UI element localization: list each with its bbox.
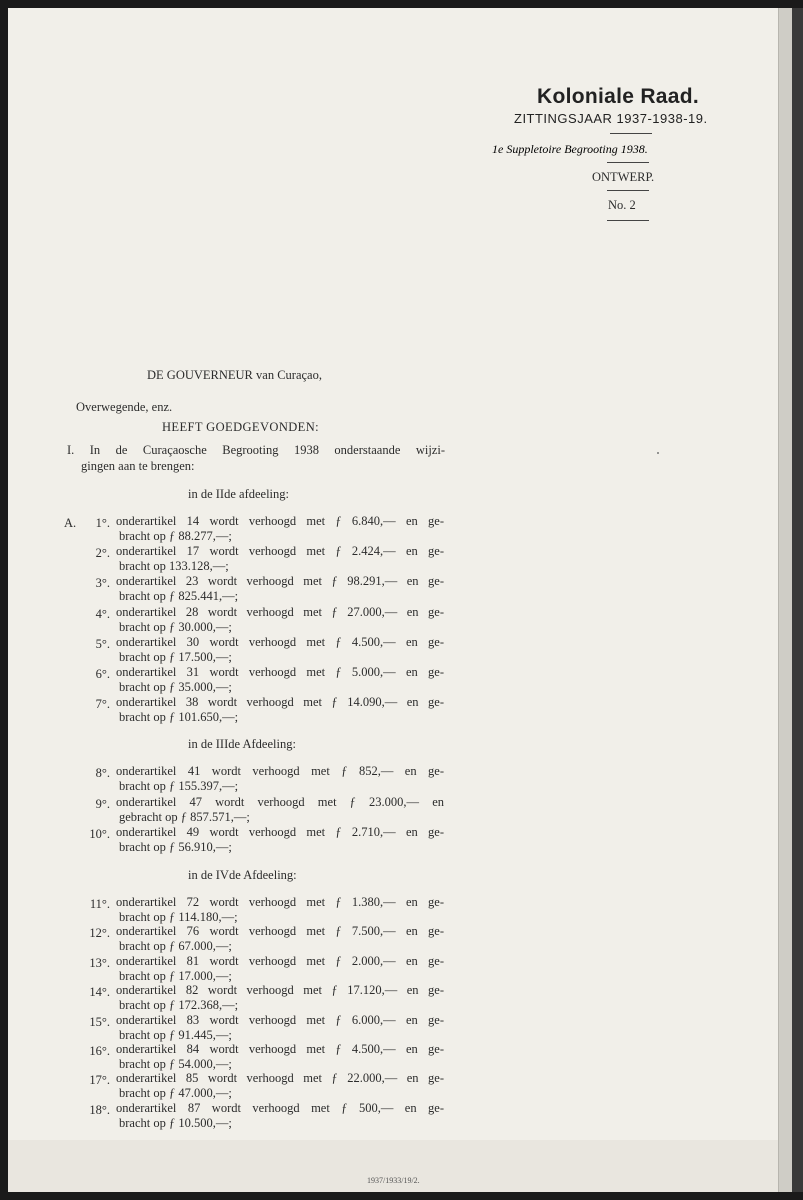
item-number: 13°. <box>89 955 110 970</box>
section-heading-ivde: in de IVde Afdeeling: <box>188 868 297 882</box>
item-text-line-1: onderartikel 82 wordt verhoogd met ƒ 17.120,— en ge- <box>116 983 444 998</box>
page-edge <box>778 8 793 1192</box>
item-text-line-2: bracht op ƒ 17.500,—; <box>119 649 232 664</box>
item-number: 16°. <box>89 1044 110 1058</box>
item-number: 6°. <box>95 667 110 681</box>
item-text-line-1: onderartikel 38 wordt verhoogd met ƒ 14.090,— en ge- <box>116 695 444 710</box>
governor-line: DE GOUVERNEUR van Curaçao, <box>147 368 322 382</box>
item-number: 5°. <box>95 636 110 651</box>
item-text-line-2: bracht op ƒ 56.910,—; <box>119 840 232 854</box>
item-number: 2°. <box>95 546 110 561</box>
list-item <box>0 665 460 697</box>
council-title: Koloniale Raad. <box>537 85 700 108</box>
item-text-line-2: bracht op ƒ 54.000,—; <box>119 1057 232 1071</box>
list-item <box>0 983 460 1015</box>
list-item <box>0 574 460 606</box>
list-item <box>0 695 460 727</box>
document-number: No. 2 <box>608 198 636 212</box>
header-divider-1 <box>610 133 652 134</box>
list-item <box>0 1042 460 1074</box>
item-number: 4°. <box>95 606 110 621</box>
item-text-line-1: onderartikel 47 wordt verhoogd met ƒ 23.000,— en <box>116 794 444 809</box>
scan-border <box>792 8 803 1192</box>
list-item <box>0 825 460 857</box>
considering-line: Overwegende, enz. <box>76 400 173 414</box>
scan-speck <box>657 452 659 454</box>
item-number: 11°. <box>89 897 110 911</box>
item-text-line-1: onderartikel 17 wordt verhoogd met ƒ 2.424,— en ge- <box>116 544 444 559</box>
list-item <box>0 924 460 956</box>
item-text-line-1: onderartikel 41 wordt verhoogd met ƒ 852,— en ge- <box>116 764 444 778</box>
list-item <box>0 1101 460 1133</box>
item-text-line-2: bracht op ƒ 47.000,—; <box>119 1086 232 1101</box>
session-year: ZITTINGSJAAR 1937-1938-19. <box>514 111 708 126</box>
item-text-line-2: bracht op ƒ 825.441,—; <box>119 589 239 604</box>
item-text-line-2: bracht op ƒ 172.368,—; <box>119 998 239 1013</box>
item-text-line-1: onderartikel 72 wordt verhoogd met ƒ 1.380,— en ge- <box>116 895 444 909</box>
item-text-line-2: bracht op ƒ 35.000,—; <box>119 680 232 694</box>
item-text-line-1: onderartikel 85 wordt verhoogd met ƒ 22.000,— en ge- <box>116 1071 444 1086</box>
section-heading-iiide: in de IIIde Afdeeling: <box>188 737 296 751</box>
item-text-line-2: gebracht op ƒ 857.571,—; <box>119 809 250 824</box>
item-text-line-2: bracht op ƒ 101.650,—; <box>119 710 239 725</box>
item-text-line-1: onderartikel 49 wordt verhoogd met ƒ 2.710,— en ge- <box>116 825 444 839</box>
list-item <box>0 514 460 546</box>
item-number: 1°. <box>95 516 110 530</box>
item-text-line-1: onderartikel 28 wordt verhoogd met ƒ 27.000,— en ge- <box>116 604 444 619</box>
item-number: 18°. <box>89 1102 110 1117</box>
list-item <box>0 764 460 796</box>
item-text-line-2: bracht op ƒ 88.277,—; <box>119 529 232 543</box>
clause-one-line-2: gingen aan te brengen: <box>81 459 195 473</box>
section-heading-iide: in de IIde afdeeling: <box>188 487 289 501</box>
item-text-line-1: onderartikel 30 wordt verhoogd met ƒ 4.500,— en ge- <box>116 634 444 649</box>
list-item <box>0 1071 460 1103</box>
header-divider-2 <box>607 162 649 163</box>
list-item <box>0 895 460 927</box>
item-text-line-1: onderartikel 84 wordt verhoogd met ƒ 4.500,— en ge- <box>116 1042 444 1056</box>
item-text-line-1: onderartikel 81 wordt verhoogd met ƒ 2.000,— en ge- <box>116 953 444 968</box>
list-item <box>0 605 460 637</box>
item-number: 17°. <box>89 1073 110 1088</box>
item-text-line-1: onderartikel 31 wordt verhoogd met ƒ 5.000,— en ge- <box>116 665 444 679</box>
item-text-line-2: bracht op ƒ 67.000,—; <box>119 939 232 954</box>
clause-one-line-1 <box>67 443 445 458</box>
item-text-line-1: onderartikel 14 wordt verhoogd met ƒ 6.840,— en ge- <box>116 514 444 528</box>
item-number: 3°. <box>95 576 110 591</box>
item-text-line-2: bracht op ƒ 10.500,—; <box>119 1115 232 1130</box>
item-number: 7°. <box>95 697 110 712</box>
item-text-line-2: bracht op ƒ 30.000,—; <box>119 619 232 634</box>
list-item <box>0 635 460 667</box>
header-divider-3 <box>607 190 649 191</box>
list-item <box>0 795 460 827</box>
list-item <box>0 544 460 576</box>
budget-name: 1e Suppletoire Begrooting 1938. <box>492 142 648 156</box>
item-number: 12°. <box>89 926 110 941</box>
item-number: 8°. <box>95 766 110 780</box>
draft-status: ONTWERP. <box>592 170 655 184</box>
decided-heading: HEEFT GOEDGEVONDEN: <box>162 420 320 434</box>
item-text-line-1: onderartikel 83 wordt verhoogd met ƒ 6.000,— en ge- <box>116 1012 444 1027</box>
item-text-line-2: bracht op ƒ 114.180,—; <box>119 910 238 924</box>
print-code: 1937/1933/19/2. <box>367 1176 420 1185</box>
item-text-line-2: bracht op ƒ 91.445,—; <box>119 1027 232 1042</box>
clause-one-text: I. In de Curaçaosche Begrooting 1938 onderstaande wijzi- <box>67 443 445 457</box>
item-text-line-1: onderartikel 23 wordt verhoogd met ƒ 98.291,— en ge- <box>116 574 444 589</box>
item-text-line-2: bracht op ƒ 17.000,—; <box>119 968 232 983</box>
list-item <box>0 1013 460 1045</box>
item-number: 14°. <box>89 985 110 1000</box>
item-text-line-2: bracht op ƒ 155.397,—; <box>119 779 239 793</box>
item-number: 10°. <box>89 827 110 841</box>
item-text-line-2: bracht op 133.128,—; <box>119 559 229 574</box>
header-divider-4 <box>607 220 649 221</box>
section-a-letter: A. <box>64 516 77 530</box>
item-number: 9°. <box>95 796 110 811</box>
list-item <box>0 954 460 986</box>
item-text-line-1: onderartikel 87 wordt verhoogd met ƒ 500,— en ge- <box>116 1100 444 1115</box>
item-text-line-1: onderartikel 76 wordt verhoogd met ƒ 7.500,— en ge- <box>116 924 444 939</box>
item-number: 15°. <box>89 1014 110 1029</box>
